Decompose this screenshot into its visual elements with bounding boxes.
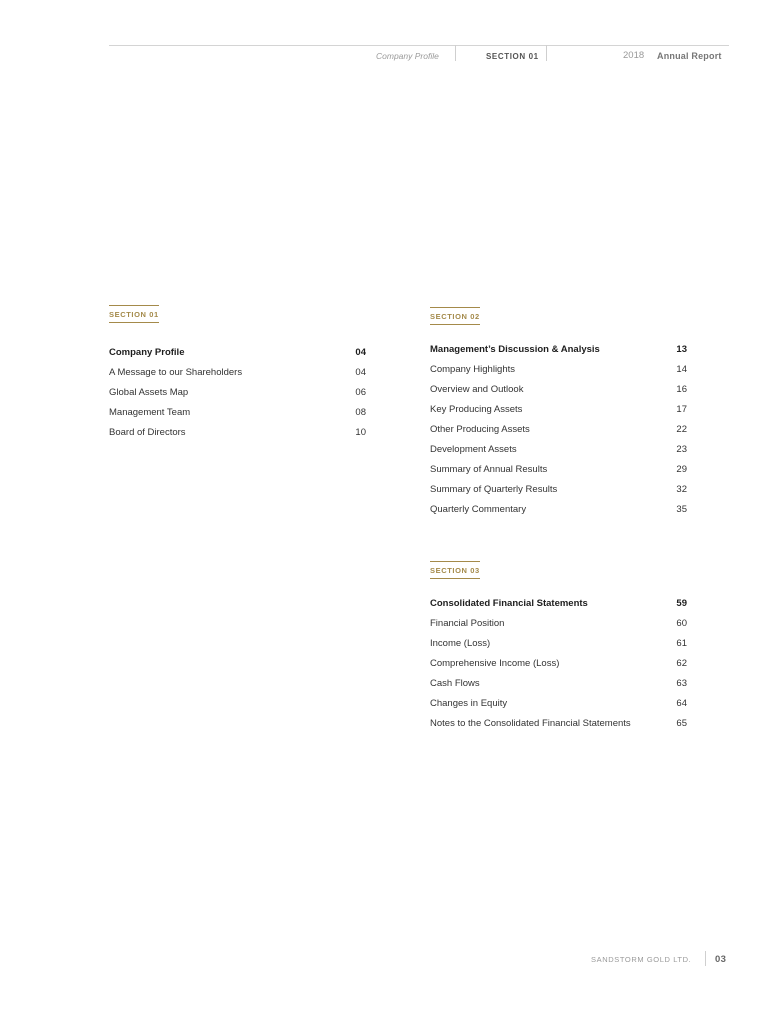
toc-entry-page: 13 [676, 344, 687, 355]
footer-divider [705, 951, 706, 966]
toc-entry-page: 35 [676, 504, 687, 515]
header-divider [546, 45, 547, 61]
header-year: 2018 [623, 50, 645, 61]
toc-entry-title: Changes in Equity [430, 698, 508, 709]
toc-entry-page: 59 [676, 598, 687, 609]
toc-entry-title: Development Assets [430, 444, 517, 455]
toc-entry-title: Notes to the Consolidated Financial Statements [430, 718, 631, 729]
toc-entry-title: Summary of Quarterly Results [430, 484, 558, 495]
toc-entry-page: 60 [676, 618, 687, 629]
toc-entry-title: Consolidated Financial Statements [430, 598, 588, 609]
toc-entry-page: 62 [676, 658, 687, 669]
section-label: SECTION 01 [109, 305, 159, 323]
header-rule [109, 45, 729, 46]
toc-entry-title: Board of Directors [109, 427, 186, 438]
toc-entry-page: 65 [676, 718, 687, 729]
toc-entry-title: Cash Flows [430, 678, 480, 689]
header-divider [455, 45, 456, 61]
toc-entry-page: 14 [676, 364, 687, 375]
toc-section-01 [109, 304, 366, 454]
toc-entry-title: Key Producing Assets [430, 404, 523, 415]
toc-entry-page: 16 [676, 384, 687, 395]
section-label: SECTION 02 [430, 307, 480, 325]
toc-section-02 [430, 306, 687, 526]
toc-entry-page: 06 [355, 387, 366, 398]
toc-entry-page: 17 [676, 404, 687, 415]
toc-entry-page: 64 [676, 698, 687, 709]
footer-company-name: SANDSTORM GOLD LTD. [591, 955, 692, 964]
toc-entry-page: 04 [355, 367, 366, 378]
toc-entry-title: Management Team [109, 407, 191, 418]
toc-entry-title: Global Assets Map [109, 387, 189, 398]
toc-entry-page: 29 [676, 464, 687, 475]
header-chapter-title: Company Profile [376, 51, 439, 61]
toc-entry-title: Summary of Annual Results [430, 464, 548, 475]
section-label: SECTION 03 [430, 561, 480, 579]
toc-entry-page: 10 [355, 427, 366, 438]
toc-entry-page: 61 [676, 638, 687, 649]
toc-entry-title: Financial Position [430, 618, 505, 629]
toc-entry-page: 22 [676, 424, 687, 435]
toc-entry-page: 08 [355, 407, 366, 418]
footer-page-number: 03 [715, 954, 727, 965]
toc-entry-page: 23 [676, 444, 687, 455]
header-report-title: Annual Report [657, 51, 722, 61]
toc-entry-title: Company Highlights [430, 364, 516, 375]
toc-entry-title: Company Profile [109, 347, 185, 358]
toc-entry-title: Other Producing Assets [430, 424, 530, 435]
toc-entry-title: Comprehensive Income (Loss) [430, 658, 560, 669]
toc-entry-page: 32 [676, 484, 687, 495]
toc-entry-title: A Message to our Shareholders [109, 367, 243, 378]
toc-entry-title: Management’s Discussion & Analysis [430, 344, 600, 355]
header-section-label: SECTION 01 [486, 52, 539, 61]
toc-entry-page: 04 [355, 347, 366, 358]
toc-entry-title: Income (Loss) [430, 638, 491, 649]
toc-section-03 [430, 560, 687, 740]
toc-entry-title: Overview and Outlook [430, 384, 524, 395]
toc-entry-title: Quarterly Commentary [430, 504, 527, 515]
toc-entry-page: 63 [676, 678, 687, 689]
